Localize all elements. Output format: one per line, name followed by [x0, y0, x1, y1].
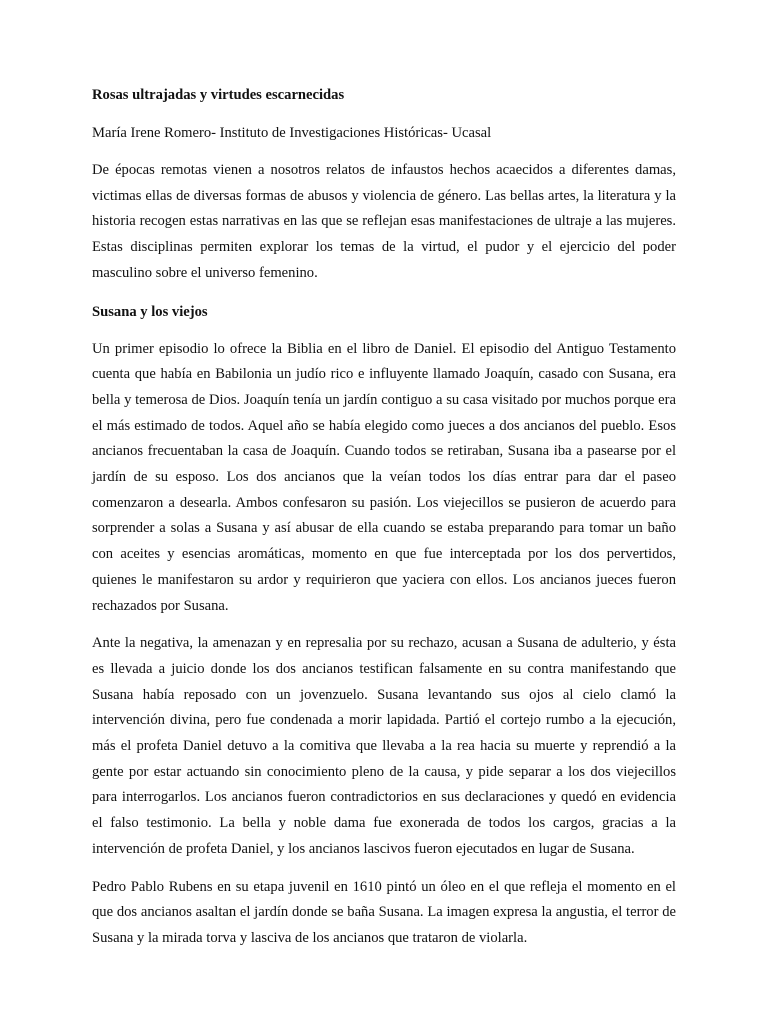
body-paragraph: Un primer episodio lo ofrece la Biblia en el libro de Daniel. El episodio del Antiguo Testamento cuenta que había en Babilonia un judío rico e influyente llamado Joaquín, casado con Susana, era bella y temerosa de Dios. Joaquín tenía un jardín contiguo a su casa visitado por muchos porque era el más estimado de todos. Aquel año se había elegido como jueces a dos ancianos del pueblo. Esos ancianos frecuentaban la casa de Joaquín. Cuando todos se retiraban, Susana iba a pasearse por el jardín de su esposo. Los dos ancianos que la veían todos los días entrar para dar el paseo comenzaron a desearla. Ambos confesaron su pasión. Los viejecillos se pusieron de acuerdo para sorprender a solas a Susana y así abusar de ella cuando se estaba preparando para tomar un baño con aceites y esencias aromáticas, momento en que fue interceptada por los dos pervertidos, quienes le manifestaron su ardor y requirieron que yaciera con ellos. Los ancianos jueces fueron rechazados por Susana.	[92, 340, 676, 614]
document-page	[92, 82, 676, 964]
body-paragraph: Ante la negativa, la amenazan y en represalia por su rechazo, acusan a Susana de adulterio, y ésta es llevada a juicio donde los dos ancianos testifican falsamente en su contra manifestando que Susana había reposado con un jovenzuelo. Susana levantando sus ojos al cielo clamó la intervención divina, pero fue condenada a morir lapidada. Partió el cortejo rumbo a la ejecución, más el profeta Daniel detuvo a la comitiva que llevaba a la rea hacia su muerte y reprendió a la gente por estar actuando sin conocimiento pleno de la causa, y pide separar a los dos viejecillos para interrogarlos. Los ancianos fueron contradictorios en sus declaraciones y quedó en evidencia el falso testimonio. La bella y noble dama fue exonerada de todos los cargos, gracias a la intervención de profeta Daniel, y los ancianos lascivos fueron ejecutados en lugar de Susana.	[92, 635, 676, 857]
section-heading: Susana y los viejos	[92, 303, 208, 320]
document-title: Rosas ultrajadas y virtudes escarnecidas	[92, 87, 345, 103]
intro-paragraph: De épocas remotas vienen a nosotros relatos de infaustos hechos acaecidos a diferentes damas, victimas ellas de diversas formas de abusos y violencia de género. Las bellas artes, la literatura y la historia recogen estas narrativas en las que se reflejan esas manifestaciones de ultraje a las mujeres. Estas disciplinas permiten explorar los temas de la virtud, el pudor y el ejercicio del poder masculino sobre el universo femenino.	[92, 162, 676, 281]
body-paragraph: Pedro Pablo Rubens en su etapa juvenil en 1610 pintó un óleo en el que refleja el momento en el que dos ancianos asaltan el jardín donde se baña Susana. La imagen expresa la angustia, el terror de Susana y la mirada torva y lasciva de los ancianos que trataron de violarla.	[92, 878, 676, 946]
author-line: María Irene Romero- Instituto de Investigaciones Históricas- Ucasal	[92, 125, 492, 141]
